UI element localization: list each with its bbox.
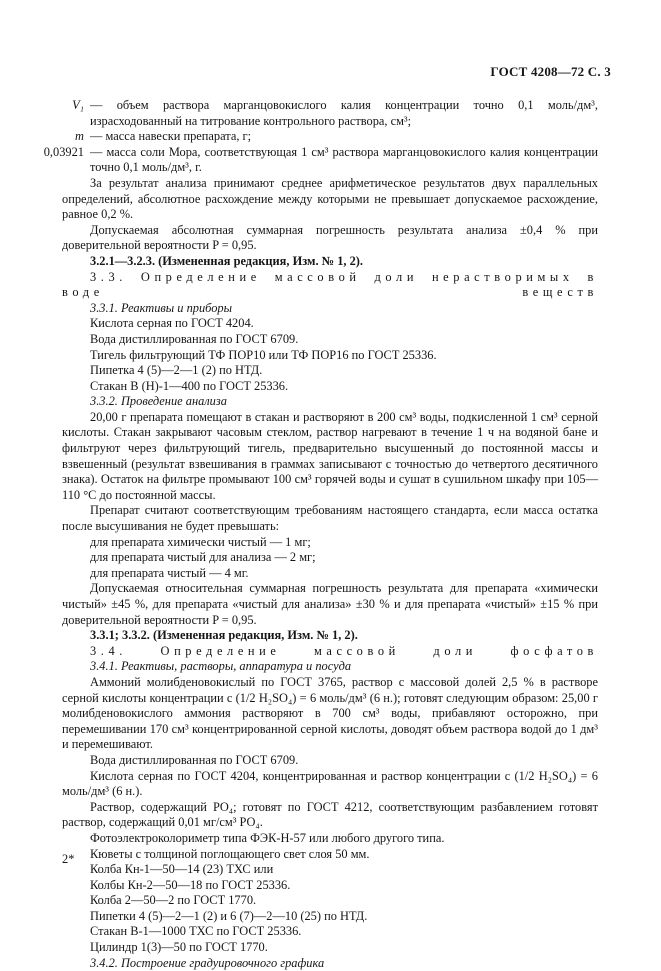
criteria-item: для препарата чистый — 4 мг. (90, 565, 249, 580)
change-note: 3.3.1; 3.3.2. (Измененная редакция, Изм. № 1, 2). (90, 628, 358, 643)
reagent-item: Вода дистиллированная по ГОСТ 6709. (90, 752, 299, 767)
subsection-heading: 3.3.1. Реактивы и приборы (90, 300, 233, 315)
criteria-item: для препарата чистый для анализа — 2 мг; (90, 550, 316, 565)
paragraph-error: Допускаемая абсолютная суммарная погрешность результата анализа ±0,4 % при доверительной вероятности P = 0,95. (62, 222, 598, 253)
section-heading-insoluble: 3.3. Определение массовой доли нерастворимых в воде веществ (62, 269, 598, 300)
reagent-item: Пипетка 4 (5)—2—1 (2) по НТД. (90, 363, 263, 378)
definition-m (62, 129, 598, 145)
reagent-item: Вода дистиллированная по ГОСТ 6709. (90, 331, 299, 346)
equipment-item: Колба Кн-1—50—14 (23) ТХС или (90, 862, 274, 877)
equipment-item: Цилиндр 1(3)—50 по ГОСТ 1770. (90, 940, 268, 955)
equipment-item: Фотоэлектроколориметр типа ФЭК-Н-57 или любого другого типа. (90, 830, 445, 845)
subsection-heading: 3.4.2. Построение градуировочного графика (90, 955, 325, 970)
reagent-item: Тигель фильтрующий ТФ ПОР10 или ТФ ПОР16 по ГОСТ 25336. (90, 347, 437, 362)
paragraph-molybdate: Аммоний молибденовокислый по ГОСТ 3765, раствор с массовой долей 2,5 % в растворе серной кислоты концентрации c (1/2 H₂SO₄) = 6 моль/дм³ (6 н.); готовят следующим образом: 25,00 г молибденовокислого аммония растворяют в 700 см³ воды, прибавляют осторожно, при перемешивании 170 см³ концентрированной серной кислоты, доводят объем раствора водой до 1 дм³ и перемешивают. (62, 674, 598, 752)
paragraph-criteria: Препарат считают соответствующим требованиям настоящего стандарта, если масса остатка после высушивания не будет превышать: (62, 503, 598, 534)
paragraph-result: За результат анализа принимают среднее арифметическое результатов двух параллельных определений, абсолютное расхождение между которыми не превышает допускаемое расхождение, равное 0,2 %. (62, 175, 598, 222)
criteria-item: для препарата химически чистый — 1 мг; (90, 534, 311, 549)
equipment-item: Кюветы с толщиной поглощающего свет слоя 50 мм. (90, 846, 370, 861)
document-body (43, 98, 598, 971)
definition-text: — масса навески препарата, г; (90, 129, 252, 144)
section-heading-phosphates: 3.4. Определение массовой доли фосфатов (90, 643, 598, 658)
reagent-item: Кислота серная по ГОСТ 4204, концентрированная и раствор концентрации c (1/2 H₂SO₄) = 6 моль/дм³ (6 н.). (62, 768, 598, 799)
reagent-item: Раствор, содержащий PO₄; готовят по ГОСТ 4212, соответствующим разбавлением готовят раствор, содержащий 0,01 мг/см³ PO₄. (62, 799, 598, 830)
definition-v1 (62, 98, 598, 129)
definition-mohr-salt (43, 144, 598, 176)
equipment-item: Пипетки 4 (5)—2—1 (2) и 6 (7)—2—10 (25) по НТД. (90, 908, 368, 923)
page-footer-mark: 2* (62, 852, 75, 866)
page-header: ГОСТ 4208—72 С. 3 (490, 64, 611, 79)
definition-symbol: m (75, 129, 84, 144)
subsection-heading: 3.3.2. Проведение анализа (90, 394, 227, 409)
equipment-item: Колбы Кн-2—50—18 по ГОСТ 25336. (90, 877, 291, 892)
change-note: 3.2.1—3.2.3. (Измененная редакция, Изм. № 1, 2). (90, 253, 364, 268)
subsection-heading: 3.4.1. Реактивы, растворы, аппаратура и посуда (90, 659, 352, 674)
reagent-item: Кислота серная по ГОСТ 4204. (90, 316, 254, 331)
reagent-item: Стакан В (Н)-1—400 по ГОСТ 25336. (90, 378, 289, 393)
paragraph-procedure: 20,00 г препарата помещают в стакан и растворяют в 200 см³ воды, подкисленной 1 см³ серной кислоты. Стакан закрывают часовым стеклом, раствор нагревают в течение 1 ч на водяной бане и фильтруют через фильтрующий тигель, предварительно высушенный до постоянной массы и взвешенный (результат взвешивания в граммах записывают с точностью до четвертого десятичного знака). Остаток на фильтре промывают 100 см³ горячей воды и сушат в сушильном шкафу при 105—110 °С до постоянной массы. (62, 409, 598, 502)
equipment-item: Стакан В-1—1000 ТХС по ГОСТ 25336. (90, 924, 302, 939)
paragraph-relative-error: Допускаемая относительная суммарная погрешность результата для препарата «химически чистый» ±45 %, для препарата «чистый для анализа» ±30 % и для препарата «чистый» ±15 % при доверительной вероятности P = 0,95. (62, 581, 598, 627)
definition-text: — масса соли Мора, соответствующая 1 см³ раствора марганцовокислого калия концентрации точно 0,1 моль/дм³, г. (90, 144, 598, 175)
equipment-item: Колба 2—50—2 по ГОСТ 1770. (90, 893, 257, 908)
definition-text: — объем раствора марганцовокислого калия концентрации точно 0,1 моль/дм³, израсходованный на титрование контрольного раствора, см³; (90, 98, 598, 128)
definition-symbol: V₁ (72, 98, 84, 112)
definition-symbol: 0,03921 (43, 144, 84, 159)
